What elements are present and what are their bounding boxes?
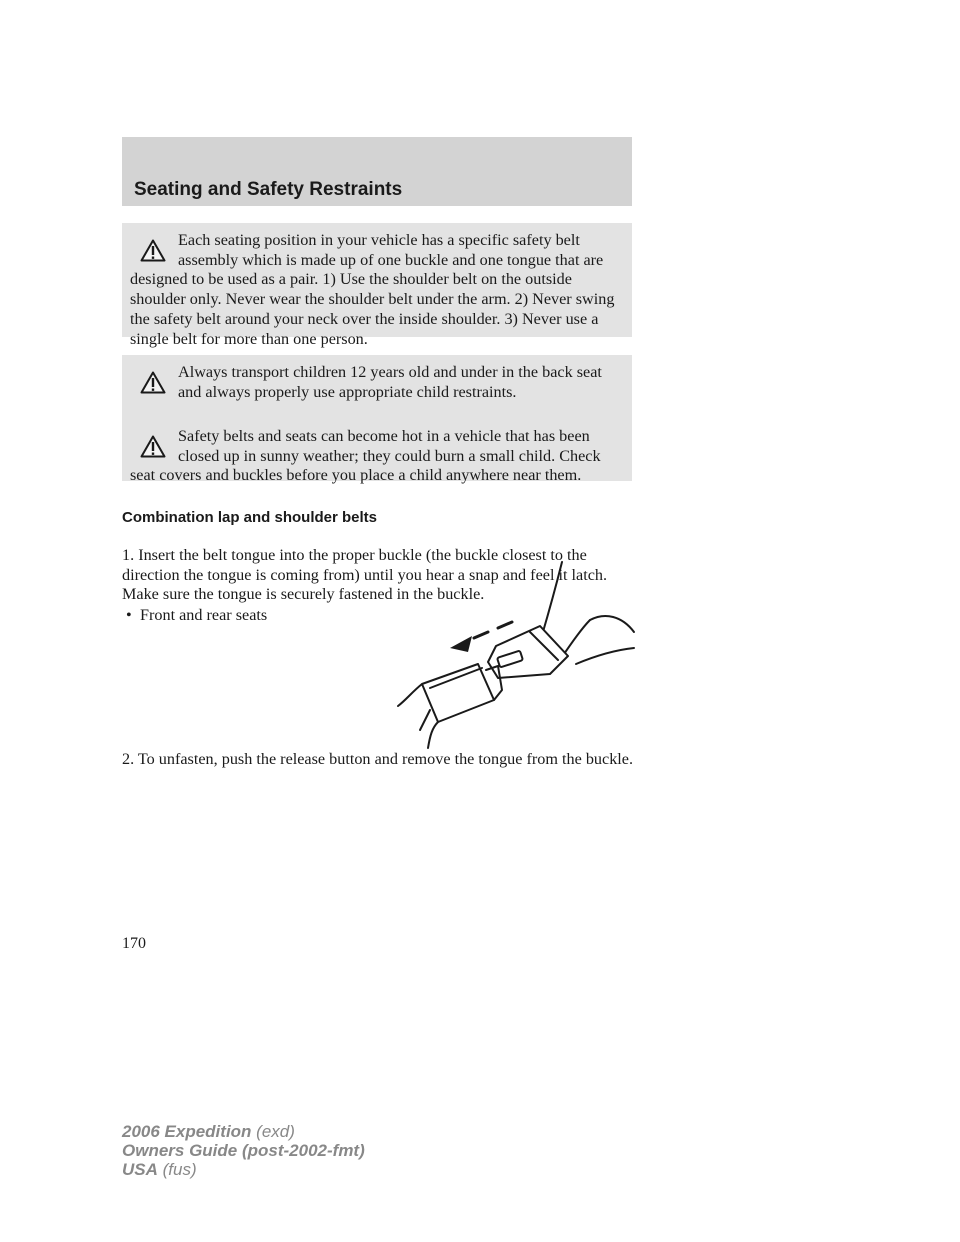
bullet-symbol: • <box>126 606 132 624</box>
seatbelt-buckle-illustration <box>390 560 640 755</box>
warning-box-hot-belts <box>122 419 632 485</box>
page-number: 170 <box>122 935 146 952</box>
step-2-text: 2. To unfasten, push the release button and remove the tongue from the buckle. <box>122 750 634 768</box>
footer-model: 2006 Expedition <box>122 1122 252 1141</box>
warning-text: Each seating position in your vehicle has a specific safety belt assembly which is made up of one buckle and one tongue that are designed to be used as a pair. 1) Use the shoulder belt on the outside shoulder only. Never wear the shoulder belt under the arm. 2) Never swing the safety belt around your neck over the inside shoulder. 3) Never use a single belt for more than one person. <box>130 231 615 348</box>
bullet-item <box>126 606 267 626</box>
section-heading: Combination lap and shoulder belts <box>122 509 378 526</box>
warning-box-children-back-seat <box>122 355 632 426</box>
warning-triangle-icon <box>130 231 174 265</box>
warning-triangle-icon <box>130 363 174 397</box>
seatbelt-buckle-icon <box>390 560 640 750</box>
step-1-text: 1. Insert the belt tongue into the proper buckle (the buckle closest to the direction the tongue is coming from) until you hear a snap and feel it latch. Make sure the tongue is securely fastened in the buckle. <box>122 546 608 604</box>
footer-guide-format: Owners Guide (post-2002-fmt) <box>122 1141 365 1160</box>
warning-box-belt-assembly <box>122 223 632 348</box>
footer-market: USA <box>122 1160 158 1179</box>
document-footer <box>122 1122 365 1179</box>
section-title: Seating and Safety Restraints <box>134 179 403 200</box>
warning-text: Safety belts and seats can become hot in a vehicle that has been closed up in sunny weather; they could burn a small child. Check seat covers and buckles before you place a child anywhere near them. <box>130 427 601 485</box>
footer-model-code: (exd) <box>256 1122 295 1141</box>
footer-market-code: (fus) <box>162 1160 197 1179</box>
footer-line-1 <box>122 1122 365 1141</box>
bullet-text: Front and rear seats <box>140 606 268 624</box>
section-header-bar <box>122 137 632 206</box>
footer-line-3 <box>122 1160 365 1179</box>
footer-line-2 <box>122 1141 365 1160</box>
warning-triangle-icon <box>130 427 174 461</box>
warning-text: Always transport children 12 years old and under in the back seat and always properly use appropriate child restraints. <box>178 363 602 401</box>
